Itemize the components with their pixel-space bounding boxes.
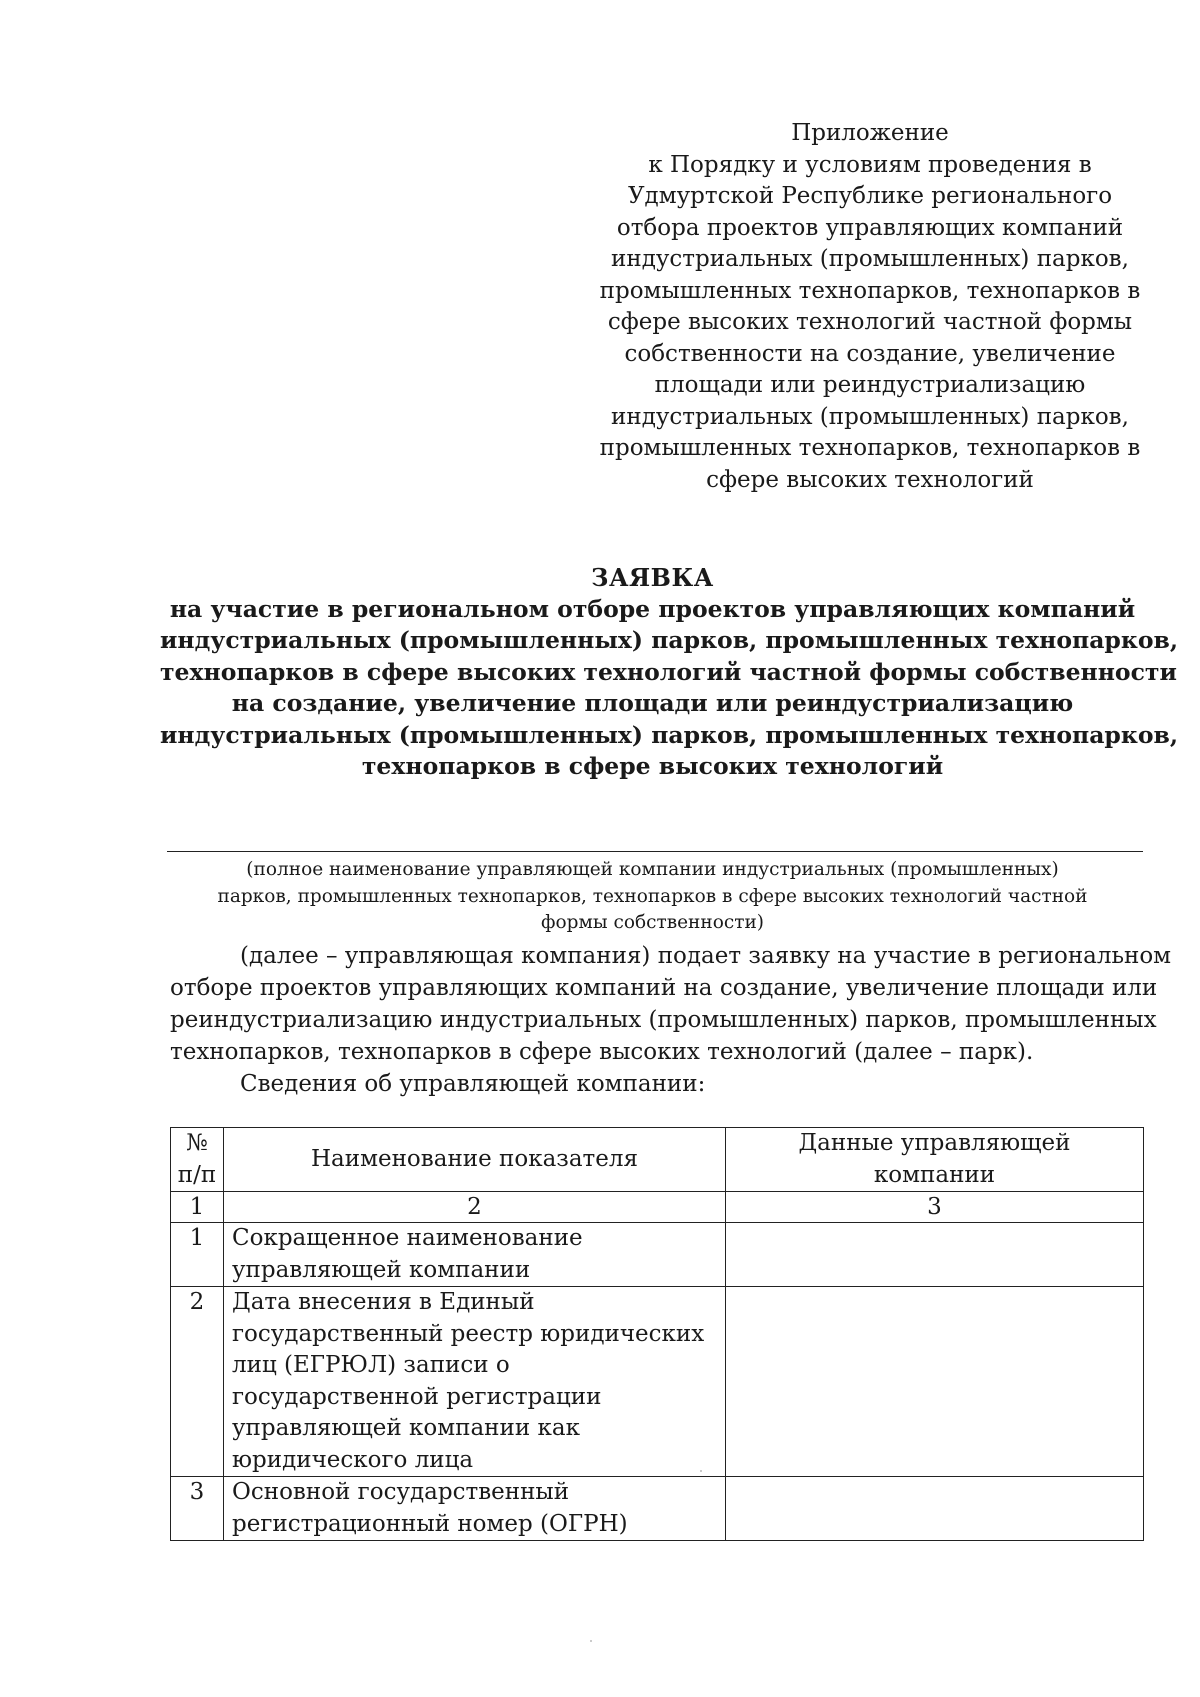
row-name-line: лиц (ЕГРЮЛ) записи о [232, 1352, 510, 1378]
row-name-line: управляющей компании [232, 1256, 531, 1283]
column-number-row [171, 1192, 1144, 1223]
row-name-line: Сокращенное наименование [232, 1225, 583, 1251]
fill-caption-line: (полное наименование управляющей компании индустриальных (промышленных) [246, 859, 1059, 880]
table-intro: Сведения об управляющей компании: [240, 1071, 706, 1097]
appendix-line: площади или реиндустриализацию [654, 372, 1086, 398]
row-name-line: регистрационный номер (ОГРН) [232, 1510, 628, 1537]
row-num: 1 [171, 1223, 224, 1287]
header-data [726, 1128, 1144, 1192]
appendix-line: промышленных технопарков, технопарков в [599, 435, 1141, 461]
row-name-line: юридического лица [232, 1446, 474, 1473]
row-name [224, 1477, 726, 1541]
paragraph-line: реиндустриализацию индустриальных (промышленных) парков, промышленных [170, 1007, 1157, 1033]
row-name-line: государственной регистрации [232, 1383, 602, 1410]
appendix-line: отбора проектов управляющих компаний [616, 214, 1124, 241]
table-header-row [171, 1128, 1144, 1192]
row-value-cell[interactable] [726, 1223, 1144, 1287]
header-data-line: Данные управляющей [798, 1130, 1071, 1156]
row-name [224, 1287, 726, 1477]
column-number: 3 [726, 1192, 1144, 1223]
header-num [171, 1128, 224, 1192]
title-line: индустриальных (промышленных) парков, промышленных технопарков, [160, 720, 1179, 749]
table-row [171, 1477, 1144, 1541]
fill-caption-line: парков, промышленных технопарков, технопарков в сфере высоких технологий частной [217, 885, 1088, 907]
fill-caption [160, 857, 1145, 937]
title-word: ЗАЯВКА [591, 563, 714, 592]
paragraph-line: отборе проектов управляющих компаний на создание, увеличение площади или [170, 975, 1158, 1001]
row-name-line: Основной государственный [232, 1479, 570, 1505]
title-line: индустриальных (промышленных) парков, промышленных технопарков, [160, 626, 1179, 654]
title-line: на создание, увеличение площади или реиндустриализацию [231, 689, 1074, 717]
row-name [224, 1223, 726, 1287]
appendix-line: собственности на создание, увеличение [624, 340, 1116, 367]
row-name-line: управляющей компании как [232, 1415, 580, 1441]
title-line: технопарков в сфере высоких технологий частной формы собственности [160, 657, 1177, 686]
header-data-line: компании [873, 1161, 996, 1188]
header-name: Наименование показателя [224, 1128, 726, 1192]
title-line: на участие в региональном отборе проектов управляющих компаний [169, 594, 1136, 623]
appendix-line: к Порядку и условиям проведения в [648, 151, 1092, 178]
table-row [171, 1287, 1144, 1477]
appendix-header [590, 118, 1150, 496]
column-number: 1 [171, 1192, 224, 1223]
header-num-abbr: п/п [177, 1161, 217, 1188]
company-name-fill-line[interactable] [167, 851, 1143, 852]
appendix-line: Удмуртской Республике регионального [627, 183, 1113, 209]
appendix-line: индустриальных (промышленных) парков, [611, 246, 1129, 272]
row-num: 3 [171, 1477, 224, 1541]
row-value-cell[interactable] [726, 1287, 1144, 1477]
row-num: 2 [171, 1287, 224, 1477]
appendix-line: Приложение [791, 120, 949, 146]
paragraph-line: технопарков, технопарков в сфере высоких технологий (далее – парк). [170, 1039, 1034, 1065]
table-row [171, 1223, 1144, 1287]
header-num-symbol: № [186, 1130, 208, 1156]
row-name-line: государственный реестр юридических [232, 1320, 705, 1347]
row-value-cell[interactable] [726, 1477, 1144, 1541]
appendix-line: сфере высоких технологий [706, 466, 1034, 493]
row-name-line: Дата внесения в Единый [232, 1289, 535, 1315]
appendix-line: сфере высоких технологий частной формы [607, 309, 1133, 335]
appendix-line: промышленных технопарков, технопарков в [599, 277, 1141, 304]
scan-speck [700, 1470, 702, 1472]
fill-caption-line: формы собственности) [541, 912, 764, 933]
company-info-table [170, 1127, 1144, 1541]
appendix-line: индустриальных (промышленных) парков, [611, 403, 1129, 430]
paragraph-line: (далее – управляющая компания) подает заявку на участие в региональном [240, 943, 1172, 969]
document-title [160, 562, 1179, 783]
title-line: технопарков в сфере высоких технологий [361, 752, 944, 780]
column-number: 2 [224, 1192, 726, 1223]
scan-speck [590, 1640, 592, 1642]
body-paragraph [170, 940, 1172, 1100]
